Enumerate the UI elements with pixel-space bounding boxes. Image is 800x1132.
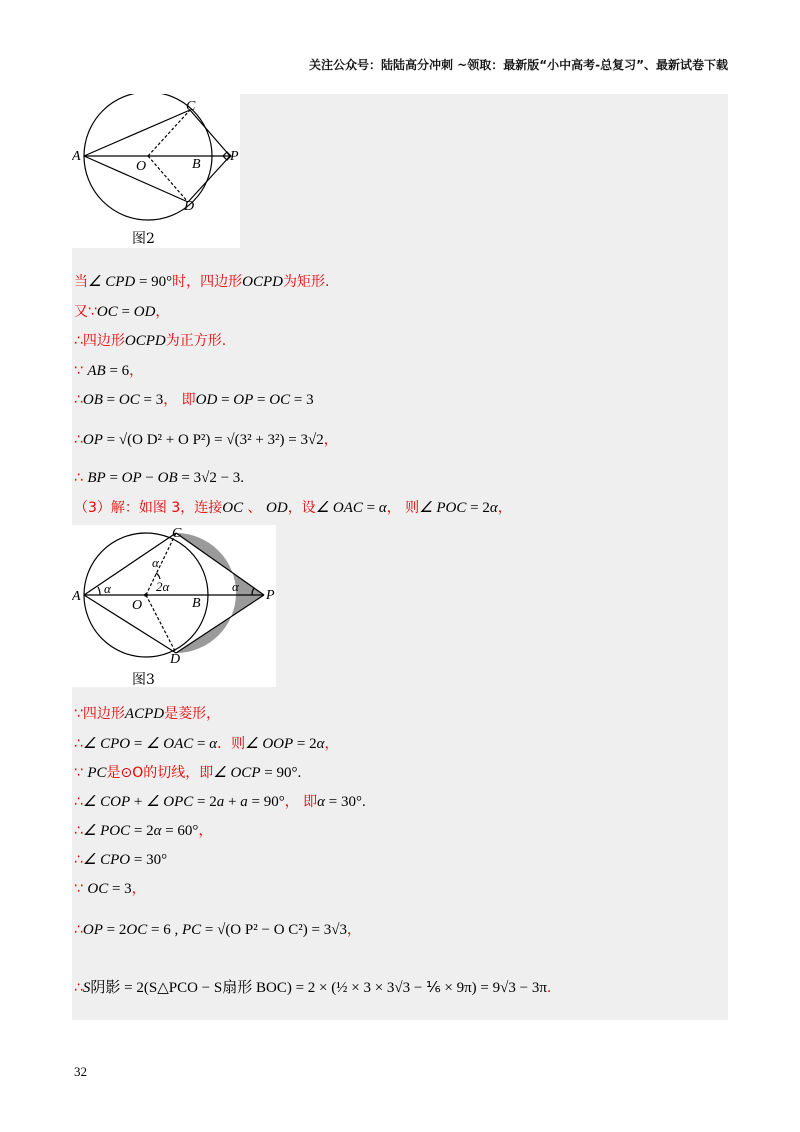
text-segment: ， (198, 823, 213, 839)
fig3-label-alpha-a: α (104, 581, 111, 596)
solution-line-6 (74, 430, 338, 450)
solution-line-1 (74, 272, 329, 292)
solution-line-9 (74, 704, 220, 724)
math-expression: = 3√2 − 3. (177, 470, 245, 486)
text-segment: ， (346, 922, 361, 938)
math-variable: ∠ OAC (146, 736, 194, 752)
text-segment: 是菱形， (164, 706, 221, 722)
text-segment: ， (129, 363, 144, 379)
text-segment: ∵ (74, 363, 88, 379)
math-expression: = 2 (102, 922, 127, 938)
text-segment: ， (497, 500, 512, 516)
math-variable: OP (82, 922, 103, 938)
math-expression: − (141, 470, 158, 486)
fig3-label-p: P (266, 588, 275, 603)
text-segment: （3）解：如图 3，连接 (74, 500, 223, 516)
fig2-label-a: A (72, 149, 81, 164)
solution-line-5 (74, 390, 314, 410)
solution-line-11 (74, 763, 301, 783)
math-variable: OC (87, 881, 109, 897)
math-expression: = 2 (466, 500, 490, 516)
math-expression: = 3 (139, 392, 164, 408)
page-header: 关注公众号：陆陆高分冲刺 ~领取：最新版“小中高考-总复习”、最新试卷下载 (309, 58, 728, 72)
text-segment: ∵ (74, 881, 88, 897)
math-expression: 阴影 = 2(S△PCO − S扇形 BOC) = 2 × (½ × 3 × 3√3 − ⅙ × 9π) = 9√3 − 3π (90, 980, 547, 996)
figure-3 (72, 525, 276, 687)
math-variable: OP (82, 432, 103, 448)
math-variable: OC (96, 304, 118, 320)
solution-line-7 (74, 468, 244, 488)
math-variable: OC (118, 392, 140, 408)
text-segment: ， 即 (163, 392, 196, 408)
math-variable: OB (157, 470, 178, 486)
fig2-label-p: P (230, 149, 239, 164)
fig3-label-o: O (132, 598, 143, 613)
text-segment: ∵四边形 (74, 706, 125, 722)
math-variable: ACPD (124, 706, 165, 722)
math-variable: OC (269, 392, 291, 408)
math-expression: = 6 (105, 363, 130, 379)
math-expression: = 90° (247, 794, 285, 810)
fig3-label-b: B (192, 596, 201, 611)
math-expression: = 60° (161, 823, 199, 839)
text-segment: ， (131, 881, 146, 897)
solution-line-13 (74, 821, 212, 841)
math-expression: = (117, 304, 134, 320)
text-segment: ∴ (74, 432, 83, 448)
math-variable: OD (133, 304, 156, 320)
solution-line-16 (74, 920, 361, 940)
fig2-label-b: B (192, 157, 201, 172)
fig3-label-2alpha: 2α (156, 579, 170, 594)
solution-line-12 (74, 792, 366, 812)
fig3-label-a: A (72, 589, 81, 604)
text-segment: ∵ (74, 765, 88, 781)
math-expression: = 2 (293, 736, 317, 752)
math-variable: ∠ COP (82, 794, 131, 810)
math-variable: PC (87, 765, 107, 781)
math-variable: OCPD (124, 333, 166, 349)
math-expression: = 90°. (260, 765, 302, 781)
math-expression: = 90° (135, 274, 173, 290)
text-segment: ∴ (74, 392, 83, 408)
text-segment: 为正方形. (165, 333, 227, 349)
math-variable: ∠ CPO (82, 736, 131, 752)
text-segment: ∴ (74, 922, 83, 938)
math-variable: OCPD (242, 274, 284, 290)
text-segment: ， (323, 432, 338, 448)
figure-3-caption: 图3 (132, 672, 155, 688)
math-expression: = 30°. (325, 794, 366, 810)
text-segment: ∴ (74, 980, 83, 996)
text-segment: ∴ (74, 823, 83, 839)
text-segment: ， (324, 736, 339, 752)
math-variable: OD (266, 500, 288, 516)
math-expression: = (362, 500, 379, 516)
text-segment: 当 (74, 274, 88, 290)
math-variable: OP (121, 470, 142, 486)
text-segment: ∴ (74, 794, 83, 810)
math-variable: OB (82, 392, 103, 408)
text-segment: ，设 (287, 500, 316, 516)
math-variable: α (316, 736, 325, 752)
math-variable: PC (181, 922, 202, 938)
math-expression: = (130, 736, 147, 752)
text-segment: 是⊙O的切线，即 (106, 765, 214, 781)
fig3-label-alpha-c: α (152, 555, 159, 570)
math-expression: = 30° (130, 852, 168, 868)
text-segment: ∴ (74, 470, 88, 486)
text-segment: 为矩形. (283, 274, 330, 290)
math-variable: α (378, 500, 387, 516)
fig2-label-c: C (186, 99, 196, 114)
math-expression: = (105, 470, 122, 486)
math-variable: OC (126, 922, 148, 938)
math-variable: a (240, 794, 248, 810)
math-expression: + (224, 794, 241, 810)
text-segment: 又∵ (74, 304, 97, 320)
text-segment: ， (155, 304, 170, 320)
text-segment: 时，四边形 (172, 274, 243, 290)
solution-line-14 (74, 850, 167, 870)
math-variable: α (153, 823, 162, 839)
math-variable: ∠ POC (82, 823, 131, 839)
math-variable: ∠ OPC (146, 794, 194, 810)
solution-line-15 (74, 879, 146, 899)
math-expression: = 6 , (147, 922, 182, 938)
solution-line-8 (74, 498, 512, 518)
math-expression: = 3 (290, 392, 314, 408)
math-expression: = √(O D² + O P²) = √(3² + 3²) = 3√2 (102, 432, 324, 448)
math-variable: BP (87, 470, 106, 486)
math-variable: OC (222, 500, 244, 516)
solution-line-10 (74, 734, 339, 754)
math-variable: α (317, 794, 326, 810)
text-segment: ∴ (74, 736, 83, 752)
solution-line-2 (74, 302, 169, 322)
math-variable: S (82, 980, 91, 996)
fig3-label-c: C (172, 526, 182, 541)
text-segment: ， 则 (386, 500, 420, 516)
math-variable: ∠ POC (419, 500, 467, 516)
math-variable: OD (195, 392, 218, 408)
text-segment: ∴四边形 (74, 333, 125, 349)
math-variable: α (489, 500, 498, 516)
fig3-label-alpha-p: α (232, 579, 239, 594)
fig2-label-d: D (184, 199, 195, 214)
math-variable: ∠ OOP (245, 736, 294, 752)
text-segment: ∴ (74, 852, 83, 868)
fig3-label-d: D (170, 652, 181, 667)
math-variable: a (216, 794, 225, 810)
text-segment: ．则 (217, 736, 246, 752)
math-variable: ∠ OAC (315, 500, 363, 516)
page-number: 32 (74, 1064, 87, 1079)
solution-line-17 (74, 978, 551, 998)
math-variable: AB (87, 363, 106, 379)
math-variable: ∠ OCP (213, 765, 261, 781)
fig2-label-o: O (136, 159, 147, 174)
math-variable: ∠ CPD (88, 274, 136, 290)
math-expression: = (102, 392, 119, 408)
math-expression: = 2 (130, 823, 154, 839)
figure-2 (72, 94, 240, 248)
math-expression: = (193, 736, 210, 752)
math-expression: + (130, 794, 147, 810)
text-segment: . (546, 980, 552, 996)
math-expression: = 2 (193, 794, 217, 810)
text-segment: ， 即 (284, 794, 318, 810)
math-variable: α (209, 736, 218, 752)
math-expression: = √(O P² − O C²) = 3√3 (201, 922, 347, 938)
text-segment: 、 (243, 500, 267, 516)
math-expression: = (253, 392, 270, 408)
math-variable: OP (233, 392, 254, 408)
math-variable: ∠ CPO (82, 852, 131, 868)
math-expression: = (217, 392, 234, 408)
math-expression: = 3 (108, 881, 132, 897)
solution-line-3 (74, 331, 226, 351)
figure-2-caption: 图2 (132, 231, 155, 247)
solution-line-4 (74, 361, 143, 381)
